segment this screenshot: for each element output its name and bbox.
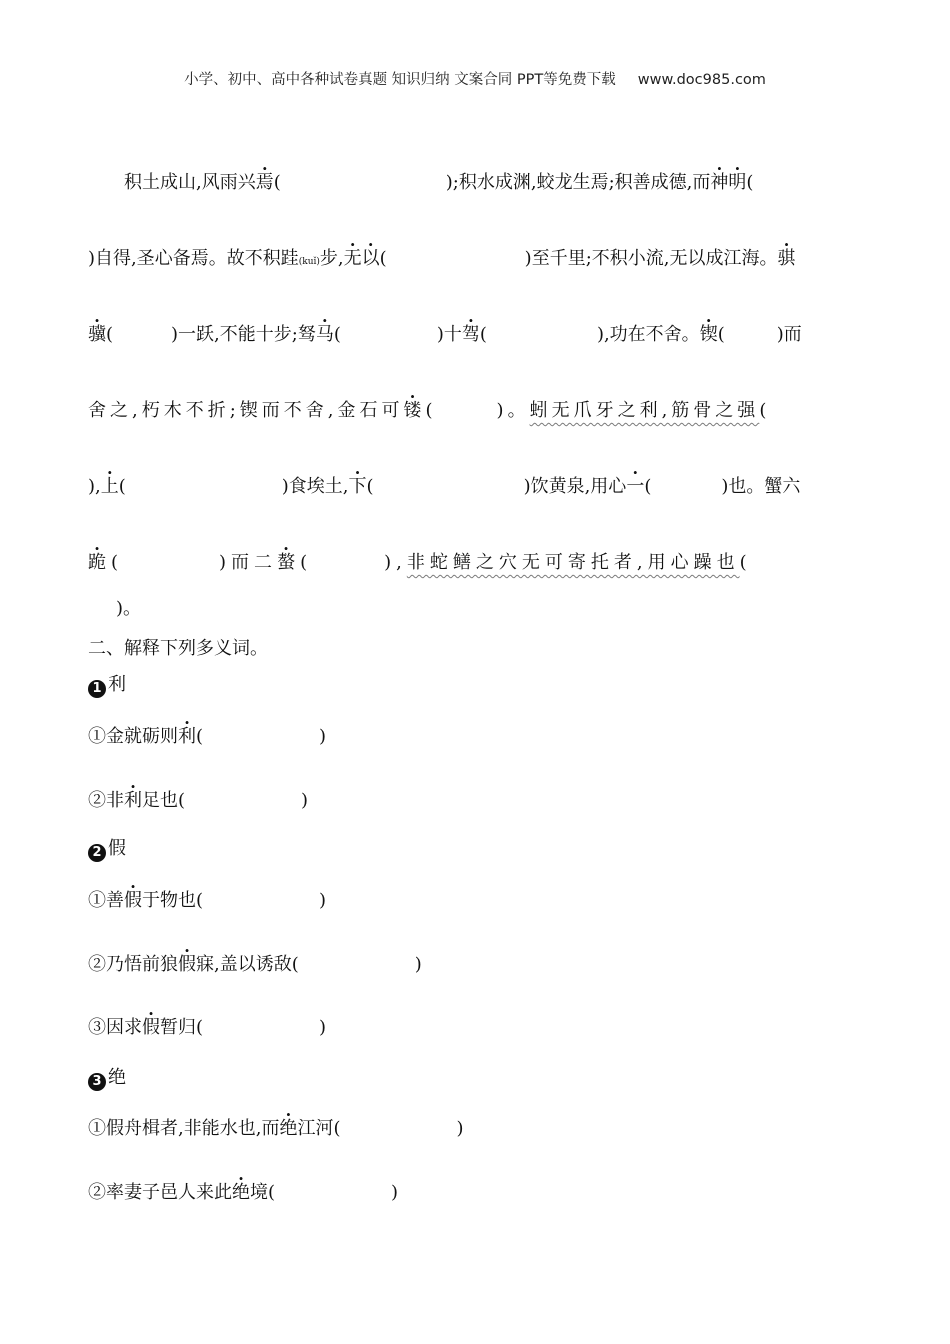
dotted-char: 螯 xyxy=(277,552,301,573)
dotted-char: 利 xyxy=(124,790,142,811)
text: ②非 xyxy=(88,790,124,811)
text: 于物也( xyxy=(142,890,204,911)
text: 舍之,朽木不折;锲而不舍,金石可 xyxy=(88,400,404,421)
text: )。 xyxy=(116,598,142,619)
text: ①假舟楫者,非能水也,而 xyxy=(88,1118,280,1139)
section-title: 二、解释下列多义词。 xyxy=(88,638,268,659)
text: )十 xyxy=(436,324,462,345)
text: ( xyxy=(746,172,754,193)
word-group-heading xyxy=(88,834,126,864)
text: )。 xyxy=(496,400,530,421)
dotted-char: 焉 xyxy=(255,172,274,193)
header-url: www.doc985.com xyxy=(637,72,766,88)
dotted-char: 骐 xyxy=(777,248,796,269)
text: ) xyxy=(391,1182,399,1203)
text: 积土成山,风雨兴 xyxy=(124,172,256,193)
dotted-char: 假 xyxy=(178,954,196,975)
dotted-char: 跪 xyxy=(88,552,111,573)
number-badge: 3 xyxy=(88,1073,106,1091)
text: ) xyxy=(319,890,327,911)
passage-line-7 xyxy=(88,594,864,624)
text: ( xyxy=(111,552,124,573)
text: ), xyxy=(88,476,101,497)
text: ( xyxy=(196,726,204,747)
passage-line-2 xyxy=(88,244,864,277)
text: ③因求 xyxy=(88,1017,142,1038)
sentence-item xyxy=(88,1178,398,1208)
passage-line-1 xyxy=(88,168,864,198)
passage-line-4 xyxy=(88,396,864,426)
dotted-char: 一 xyxy=(626,476,645,497)
page-header xyxy=(0,68,950,89)
sentence-item xyxy=(88,950,422,980)
sentence-item xyxy=(88,786,308,816)
dotted-char: 下 xyxy=(348,476,367,497)
dotted-char: 无 xyxy=(343,248,362,269)
sentence-item xyxy=(88,886,326,916)
header-text: 小学、初中、高中各种试卷真题 知识归纳 文案合同 PPT等免费下载 xyxy=(184,72,616,88)
wavy-underlined-text: 非蛇鳝之穴无可寄托者,用心躁也 xyxy=(406,552,740,573)
dotted-char: 绝 xyxy=(279,1118,298,1139)
text: ) xyxy=(319,1017,327,1038)
text: ( xyxy=(739,552,752,573)
word-group-heading xyxy=(88,670,126,700)
text: 步, xyxy=(319,248,344,269)
passage-line-5 xyxy=(88,472,864,502)
text: ),功在不舍。 xyxy=(596,324,700,345)
text: ( xyxy=(379,248,387,269)
text: ①金就砺则 xyxy=(88,726,178,747)
text: 寐,盖以诱敌( xyxy=(196,954,299,975)
word-group-heading xyxy=(88,1063,126,1093)
text: 暂归( xyxy=(160,1017,204,1038)
text: ①善 xyxy=(88,890,124,911)
text: ( xyxy=(366,476,374,497)
text: ), xyxy=(384,552,407,573)
dotted-char: 驾 xyxy=(461,324,480,345)
dotted-char: 利 xyxy=(178,726,196,747)
target-word: 利 xyxy=(108,674,126,695)
target-word: 假 xyxy=(108,838,126,859)
text: ( xyxy=(300,552,313,573)
text: ( xyxy=(333,324,341,345)
dotted-char: 马 xyxy=(315,324,334,345)
dotted-char: 假 xyxy=(142,1017,160,1038)
text: ) xyxy=(456,1118,464,1139)
text: ( xyxy=(479,324,487,345)
text: ( xyxy=(118,476,126,497)
number-badge: 2 xyxy=(88,844,106,862)
text: ) xyxy=(319,726,327,747)
wavy-underlined-text: 蚓无爪牙之利,筋骨之强 xyxy=(529,400,760,421)
text: ) xyxy=(414,954,422,975)
text: ( xyxy=(273,172,281,193)
text: 足也( xyxy=(142,790,186,811)
dotted-char: 假 xyxy=(124,890,142,911)
dotted-char: 上 xyxy=(100,476,119,497)
passage-line-3 xyxy=(88,320,864,350)
text: ( xyxy=(759,400,771,421)
text: 境( xyxy=(250,1182,276,1203)
text: ( xyxy=(717,324,725,345)
passage-line-6 xyxy=(88,548,864,578)
dotted-char: 明 xyxy=(728,172,747,193)
text: ②乃悟前狼 xyxy=(88,954,178,975)
text: ) xyxy=(301,790,309,811)
text: ( xyxy=(106,324,114,345)
dotted-char: 骥 xyxy=(88,324,106,345)
target-word: 绝 xyxy=(108,1067,126,1088)
text: ( xyxy=(425,400,437,421)
dotted-char: 绝 xyxy=(232,1182,250,1203)
number-badge: 1 xyxy=(88,680,106,698)
text: )而二 xyxy=(219,552,278,573)
text: 江河( xyxy=(297,1118,341,1139)
sentence-item xyxy=(88,1114,464,1144)
text: )也。蟹六 xyxy=(721,476,801,497)
text: ( xyxy=(644,476,652,497)
text: )自得,圣心备焉。故不积跬 xyxy=(88,248,299,269)
dotted-char: 神 xyxy=(710,172,729,193)
dotted-char: 镂 xyxy=(403,400,426,421)
text: )饮黄泉,用心 xyxy=(523,476,627,497)
sentence-item xyxy=(88,1013,326,1043)
text: )一跃,不能十步; xyxy=(171,324,298,345)
text: );积水成渊,蛟龙生焉;积善成德,而 xyxy=(445,172,711,193)
sentence-item xyxy=(88,722,326,752)
text: )食埃土, xyxy=(281,476,349,497)
text: )至千里;不积小流,无以成江海。 xyxy=(524,248,778,269)
dotted-char: 锲 xyxy=(699,324,718,345)
dotted-char: 以 xyxy=(361,248,380,269)
pinyin-note: (kuǐ) xyxy=(298,257,320,267)
text: )而 xyxy=(776,324,802,345)
text: ②率妻子邑人来此 xyxy=(88,1182,232,1203)
text: 驽 xyxy=(297,324,316,345)
